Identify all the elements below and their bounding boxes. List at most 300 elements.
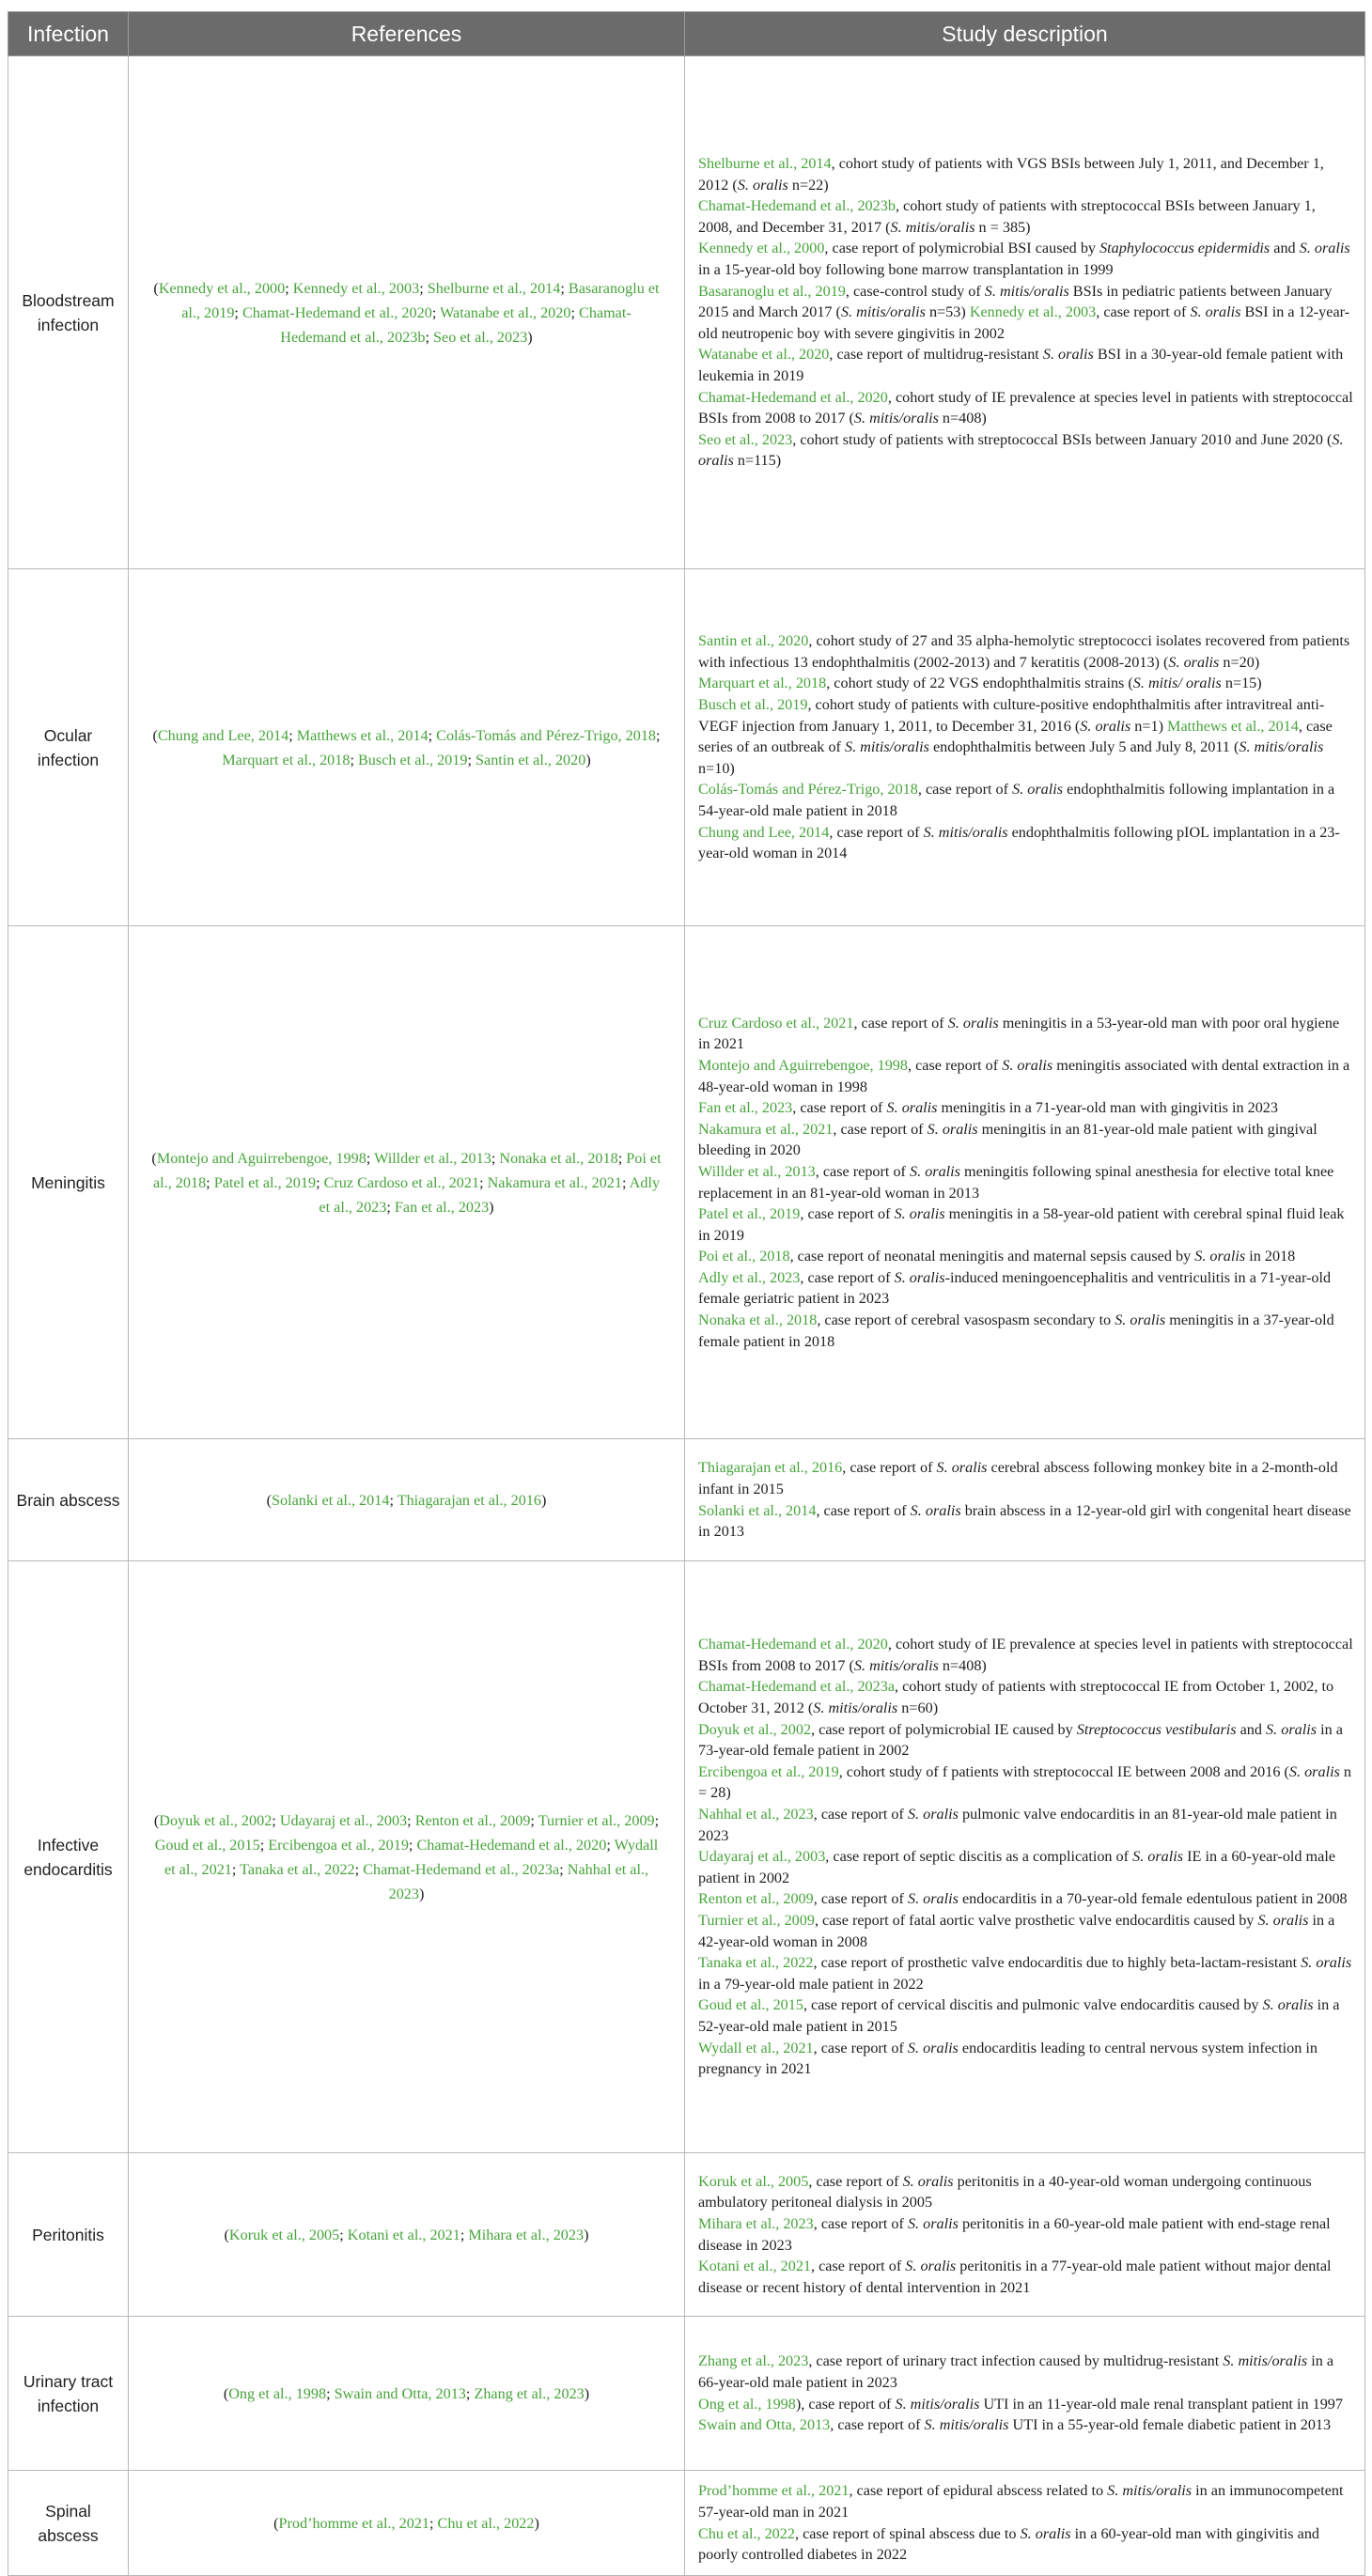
infection-cell: Brain abscess [8,1439,129,1561]
description-text: , case report of [907,1056,1003,1074]
reference-separator: ; [460,2226,469,2243]
description-text: and [1270,240,1300,257]
citation-link[interactable]: Goud et al., 2015 [698,1996,803,2014]
species-name: S. oralis [1301,1954,1352,1972]
study-description-cell [685,1561,1365,2153]
reference-separator: ; [234,303,242,321]
reference-link[interactable]: Wydall et al., 2021 [164,1836,659,1878]
description-text: n=53) [925,303,970,321]
reference-separator: ; [622,1173,630,1191]
study-entry [698,1500,1353,1543]
citation-link[interactable]: Fan et al., 2023 [698,1099,793,1117]
citation-link[interactable]: Colás-Tomás and Pérez-Trigo, 2018 [698,781,918,799]
reference-separator: ; [288,726,297,744]
citation-link[interactable]: Shelburne et al., 2014 [698,155,832,173]
citation-link[interactable]: Zhang et al., 2023 [698,2352,809,2370]
description-text: in a 60-year-old man with gingivitis and poorly controlled diabetes in 2022 [698,2524,1320,2564]
reference-separator: ; [285,279,293,297]
description-text: brain abscess in a 12-year-old girl with congenital heart disease in 2013 [698,1501,1351,1541]
citation-link[interactable]: Adly et al., 2023 [698,1268,801,1286]
study-entry [698,429,1353,472]
reference-link[interactable]: Willder et al., 2013 [374,1149,491,1167]
species-name: S. oralis [1002,1056,1053,1074]
description-text: peritonitis in a 40-year-old woman undergoing continuous ambulatory peritoneal dialysis in 2005 [698,2172,1312,2211]
description-text: UTI in a 55-year-old female diabetic patient in 2013 [1008,2416,1332,2434]
reference-separator: ; [429,2514,438,2532]
citation-link[interactable]: Ong et al., 1998 [698,2395,796,2413]
citation-link[interactable]: Udayaraj et al., 2003 [698,1848,826,1866]
reference-link[interactable]: Santin et al., 2020 [476,751,586,768]
citation-link[interactable]: Kennedy et al., 2000 [698,240,825,257]
study-entry [698,779,1353,821]
citation-link[interactable]: Renton et al., 2009 [698,1890,814,1908]
species-name: S. oralis [1132,1848,1184,1866]
study-entry [698,2213,1353,2256]
citation-link[interactable]: Nakamura et al., 2021 [698,1120,834,1138]
species-name: S. mitis/oralis [984,282,1069,300]
references-cell [129,926,685,1439]
description-text: , case report of epidural abscess related to [849,2482,1108,2500]
citation-link[interactable]: Chamat-Hedemand et al., 2023a [698,1678,896,1696]
species-name: S. mitis/oralis [853,410,939,427]
reference-link[interactable]: Koruk et al., 2005 [228,2226,340,2243]
species-name: S. oralis [910,1162,960,1180]
study-entry [698,694,1353,779]
description-text: , cohort study of IE prevalence at species level in patients with streptococcal BSIs from 2008 to 2017 ( [698,1636,1353,1674]
study-description-cell [685,1439,1365,1561]
description-text: UTI in an 11-year-old male renal transplant patient in 1997 [979,2395,1343,2413]
description-text: , case report of [792,1099,887,1117]
description-text: , case report of cerebral vasospasm secondary to [817,1311,1115,1329]
reference-separator: ; [428,726,437,744]
citation-link[interactable]: Prod’homme et al., 2021 [698,2482,850,2500]
study-description-cell [685,56,1365,569]
reference-link[interactable]: Shelburne et al., 2014 [427,279,561,297]
description-text: BSI in a 30-year-old female patient with leukemia in 2019 [698,346,1344,384]
species-name: S. oralis [1190,303,1241,321]
citation-link[interactable]: Seo et al., 2023 [698,430,793,448]
description-text: , case report of [1096,303,1191,321]
description-text: , cohort study of f patients with streptococcal IE between 2008 and 2016 ( [838,1762,1289,1780]
description-text: cerebral abscess following monkey bite in a 2-month-old infant in 2015 [698,1459,1338,1497]
description-text: n = 385) [974,218,1031,236]
citation-link[interactable]: Solanki et al., 2014 [698,1501,817,1519]
reference-link[interactable]: Renton et al., 2009 [414,1811,531,1829]
species-name: S. oralis [905,2258,957,2275]
study-entry [698,1457,1353,1499]
citation-link[interactable]: Chamat-Hedemand et al., 2020 [698,388,888,406]
reference-separator: ; [467,751,476,768]
study-description-cell [685,569,1365,926]
description-text: in a 42-year-old woman in 2008 [698,1911,1335,1950]
reference-link[interactable]: Busch et al., 2019 [358,751,468,768]
reference-separator: ; [389,1491,398,1509]
table-row [8,1561,1365,2153]
species-name: S. oralis [1020,2524,1071,2542]
description-text: , case report of multidrug-resistant [829,346,1043,364]
description-text: , case report of urinary tract infection caused by multidrug-resistant [808,2352,1224,2370]
citation-link[interactable]: Mihara et al., 2023 [698,2214,814,2232]
reference-link[interactable]: Kotani et al., 2021 [347,2226,460,2243]
reference-link[interactable]: Zhang et al., 2023 [474,2384,585,2402]
references-cell [129,569,685,926]
study-entry [698,1994,1353,2037]
description-text: , case report of polymicrobial BSI caused by [824,240,1100,257]
description-text: , case report of [813,2039,908,2056]
citation-link[interactable]: Koruk et al., 2005 [698,2172,809,2190]
citation-link[interactable]: Marquart et al., 2018 [698,675,827,692]
reference-separator: ( [224,2226,229,2243]
description-text: peritonitis in a 60-year-old male patient with end-stage renal disease in 2023 [698,2214,1331,2254]
citation-link[interactable]: Turnier et al., 2009 [698,1911,815,1929]
citation-link[interactable]: Thiagarajan et al., 2016 [698,1459,843,1477]
study-entry [698,2414,1353,2436]
reference-link[interactable]: Adly et al., 2023 [319,1173,661,1216]
description-text: , case report of fatal aortic valve prosthetic valve endocarditis caused by [814,1911,1258,1929]
reference-link[interactable]: Turnier et al., 2009 [538,1811,655,1829]
reference-link[interactable]: Nahhal et al., 2023 [388,1860,649,1902]
description-text: endophthalmitis between July 5 and July 8, 2011 ( [928,738,1239,756]
species-name: S. oralis [1042,346,1094,364]
reference-separator: ; [617,1149,627,1167]
description-text: , case report of [815,1162,910,1180]
citation-link[interactable]: Willder et al., 2013 [698,1162,816,1180]
description-text: n=1) [1130,717,1168,735]
reference-separator: ( [266,1491,272,1509]
description-text: , case report of septic discitis as a complication of [825,1848,1133,1866]
infection-cell: Urinary tract infection [8,2317,129,2471]
description-text: pulmonic valve endocarditis in an 81-year-old male patient in 2023 [698,1806,1337,1844]
citation-link[interactable]: Swain and Otta, 2013 [698,2416,831,2434]
description-text: in a 73-year-old female patient in 2002 [698,1720,1343,1760]
reference-link[interactable]: Swain and Otta, 2013 [334,2384,466,2402]
reference-separator: ) [540,1491,547,1509]
references-cell [129,1561,685,2153]
description-text: , case series of an outbreak of [698,717,1333,756]
description-text: , case report of [917,781,1013,799]
study-description-cell [685,2317,1365,2471]
reference-link[interactable]: Chung and Lee, 2014 [157,726,289,744]
study-description-cell [685,2471,1365,2576]
description-text: in a 66-year-old male patient in 2023 [698,2352,1334,2391]
study-entry [698,1846,1353,1888]
study-entry [698,1267,1353,1310]
reference-link[interactable]: Kennedy et al., 2003 [292,279,420,297]
citation-link[interactable]: Santin et al., 2020 [698,632,809,650]
reference-separator: ; [425,328,434,346]
table-row [8,1439,1365,1561]
reference-separator: ) [534,2514,539,2532]
description-text: , case report of [800,1205,895,1223]
reference-link[interactable]: Poi et al., 2018 [152,1149,662,1191]
citation-link[interactable]: Matthews et al., 2014 [1167,717,1299,735]
reference-link[interactable]: Matthews et al., 2014 [296,726,429,744]
reference-link[interactable]: Ercibengoa et al., 2019 [268,1836,409,1854]
reference-separator: ( [153,279,159,297]
study-entry [698,822,1353,864]
species-name: S. oralis [1168,653,1220,671]
study-entry [698,1634,1353,1676]
description-text: n=10) [698,759,735,777]
species-name: S. oralis [910,1501,961,1519]
description-text: , case report of [833,1120,928,1138]
citation-link[interactable]: Nonaka et al., 2018 [698,1311,818,1329]
description-text: meningitis in a 71-year-old man with gingivitis in 2023 [937,1099,1278,1117]
reference-separator: ( [152,726,158,744]
citation-link[interactable]: Wydall et al., 2021 [698,2039,814,2056]
species-name: S. mitis/oralis [924,2416,1009,2434]
species-name: S. oralis [698,430,1344,470]
citation-link[interactable]: Patel et al., 2019 [698,1205,801,1223]
species-name: S. mitis/oralis [890,218,975,236]
reference-separator: ; [354,1860,364,1878]
citation-link[interactable]: Poi et al., 2018 [698,1248,790,1265]
citation-link[interactable]: Ercibengoa et al., 2019 [698,1762,839,1780]
study-entry [698,2394,1353,2415]
reference-separator: ; [479,1173,488,1191]
citation-link[interactable]: Watanabe et al., 2020 [698,346,830,364]
reference-link[interactable]: Basaranoglu et al., 2019 [181,279,660,321]
reference-separator: ; [316,1173,324,1191]
reference-link[interactable]: Patel et al., 2019 [213,1173,317,1191]
reference-separator: ( [153,1811,160,1829]
study-entry [698,673,1353,694]
reference-link[interactable]: Chamat-Hedemand et al., 2020 [416,1836,607,1854]
study-entry [698,153,1353,195]
description-text: meningitis associated with dental extraction in a 48-year-old woman in 1998 [698,1056,1350,1095]
study-entry [698,1888,1353,1910]
species-name: S. oralis [894,1205,945,1223]
description-text: meningitis in a 53-year-old man with poor oral hygiene in 2021 [698,1014,1340,1053]
study-entry [698,1719,1353,1761]
reference-separator: ; [366,1149,375,1167]
reference-link[interactable]: Tanaka et al., 2022 [240,1860,355,1878]
description-text: in 2018 [1245,1248,1296,1265]
species-name: S. mitis/oralis [923,823,1008,841]
description-text: endocarditis leading to central nervous system infection in pregnancy in 2021 [698,2039,1317,2078]
reference-separator: ; [606,1836,615,1854]
reference-separator: ; [326,2384,335,2402]
species-name: S. oralis [936,1459,988,1477]
references-cell [129,2471,685,2576]
study-entry [698,281,1353,345]
description-text: , cohort study of patients with streptococcal BSIs between January 1, 2008, and December 31, 2017 ( [698,197,1316,236]
citation-link[interactable]: Chung and Lee, 2014 [698,823,830,841]
species-name: S. oralis [886,1099,938,1117]
description-text: n = 28) [698,1762,1352,1802]
reference-link[interactable]: Seo et al., 2023 [433,328,528,346]
description-text: n=60) [897,1699,939,1717]
reference-separator: ) [584,2384,590,2402]
species-name: S. oralis [1194,1248,1246,1265]
description-text: n=408) [938,1656,987,1674]
table-row [8,56,1365,569]
description-text: , case report of [808,2172,903,2190]
reference-separator: ; [408,1836,417,1854]
study-entry [698,1013,1353,1055]
table-row [8,569,1365,926]
reference-separator: ; [231,1860,241,1878]
reference-link[interactable]: Watanabe et al., 2020 [440,303,571,321]
species-name: S. oralis [907,2214,959,2232]
reference-separator: ; [419,279,428,297]
citation-link[interactable]: Doyuk et al., 2002 [698,1720,812,1738]
description-text: , cohort study of 27 and 35 alpha-hemolytic streptococci isolates recovered from patients with infectious 13 endophthalmitis (2002-2013) and 7 keratitis (2008-2013) ( [698,632,1350,671]
header-study-description: Study description [685,12,1365,56]
description-text: , case report of [816,1501,911,1519]
description-text: , case-control study of [845,282,985,300]
reference-separator: ; [386,1198,395,1216]
species-name: S. oralis [1266,1720,1317,1738]
reference-separator: ; [570,303,580,321]
description-text: meningitis in a 58-year-old patient with cerebral spinal fluid leak in 2019 [698,1205,1345,1244]
reference-separator: ; [272,1811,280,1829]
description-text: , case report of [800,1268,895,1286]
description-text: BSI in a 12-year-old neutropenic boy with severe gingivitis in 2002 [698,303,1350,342]
study-entry [698,1097,1353,1119]
species-name: S. mitis/oralis [1239,738,1324,756]
description-text: , case report of prosthetic valve endocarditis due to highly beta-lactam-resistant [813,1954,1302,1972]
study-entry [698,1310,1353,1352]
reference-link[interactable]: Nonaka et al., 2018 [499,1149,618,1167]
reference-link[interactable]: Kennedy et al., 2000 [158,279,286,297]
study-entry [698,1055,1353,1097]
species-name: S. oralis [1262,1996,1314,2014]
reference-link[interactable]: Udayaraj et al., 2003 [279,1811,408,1829]
citation-link[interactable]: Chamat-Hedemand et al., 2020 [698,1636,888,1653]
reference-separator: ; [407,1811,415,1829]
reference-link[interactable]: Marquart et al., 2018 [222,751,351,768]
species-name: Staphylococcus epidermidis [1099,240,1271,257]
description-text: n=115) [733,452,782,470]
description-text: , cohort study of patients with streptococcal BSIs between January 2010 and June 2020 ( [792,430,1333,448]
study-description-cell [685,926,1365,1439]
citation-link[interactable]: Kotani et al., 2021 [698,2258,812,2275]
study-entry [698,238,1353,280]
reference-link[interactable]: Cruz Cardoso et al., 2021 [323,1173,480,1191]
citation-link[interactable]: Busch et al., 2019 [698,696,808,714]
reference-separator: ; [339,2226,348,2243]
reference-link[interactable]: Fan et al., 2023 [394,1198,490,1216]
species-name: S. oralis [1080,717,1131,735]
description-text: endophthalmitis following pIOL implantation in a 23-year-old woman in 2014 [698,823,1340,862]
description-text: , case report of spinal abscess due to [794,2524,1021,2542]
table-row [8,2317,1365,2471]
reference-separator: ; [206,1173,214,1191]
table-body [8,56,1365,2576]
description-text: , cohort study of 22 VGS endophthalmitis strains ( [826,675,1133,692]
infection-cell: Meningitis [8,926,129,1439]
citation-link[interactable]: Chamat-Hedemand et al., 2023b [698,197,896,215]
reference-separator: ) [418,1885,425,1902]
species-name: S. oralis [1288,1762,1340,1780]
reference-link[interactable]: Solanki et al., 2014 [272,1491,390,1509]
reference-link[interactable]: Ong et al., 1998 [228,2384,327,2402]
description-text: , case report of [813,1806,908,1823]
reference-link[interactable]: Doyuk et al., 2002 [159,1811,273,1829]
reference-link[interactable]: Chamat-Hedemand et al., 2023a [363,1860,560,1878]
reference-link[interactable]: Chamat-Hedemand et al., 2023b [280,303,631,346]
description-text: , case report of cervical discitis and pulmonic valve endocarditis caused by [803,1996,1263,2014]
species-name: S. mitis/oralis [1223,2352,1308,2370]
description-text: meningitis in a 37-year-old female patient in 2018 [698,1311,1334,1350]
description-text: peritonitis in a 77-year-old male patient without major dental disease or recent history of dental intervention in 2021 [698,2258,1332,2296]
species-name: S. oralis [907,1890,959,1908]
study-entry [698,344,1353,386]
species-name: S. oralis [894,1268,945,1286]
citation-link[interactable]: Basaranoglu et al., 2019 [698,282,846,300]
reference-separator: ; [559,1860,568,1878]
description-text: meningitis following spinal anesthesia for elective total knee replacement in an 81-year-old woman in 2013 [698,1162,1334,1202]
description-text: , cohort study of patients with streptococcal IE from October 1, 2002, to October 31, 2012 ( [698,1678,1334,1717]
table-row [8,2471,1365,2576]
species-name: S. oralis [1115,1311,1166,1329]
references-cell [129,1439,685,1561]
species-name: S. oralis [927,1120,978,1138]
reference-link[interactable]: Thiagarajan et al., 2016 [397,1491,541,1509]
study-entry [698,2480,1353,2522]
citation-link[interactable]: Cruz Cardoso et al., 2021 [698,1014,854,1032]
infection-cell: Ocular infection [8,569,129,926]
study-description-cell [685,2153,1365,2317]
study-entry [698,2038,1353,2080]
study-entry [698,1910,1353,1952]
species-name: S. oralis [737,176,788,194]
study-entry [698,630,1353,673]
reference-link[interactable]: Nakamura et al., 2021 [487,1173,622,1191]
description-text: n=15) [1221,675,1262,692]
description-text: , cohort study of patients with VGS BSIs between July 1, 2011, and December 1, 2012 ( [698,155,1324,194]
reference-link[interactable]: Chamat-Hedemand et al., 2020 [242,303,432,321]
reference-separator: ) [585,751,591,768]
species-name: S. oralis [907,2039,959,2056]
description-text: , case report of [829,823,924,841]
species-name: S. mitis/oralis [895,2395,980,2413]
infection-cell: Spinal abscess [8,2471,129,2576]
species-name: Streptococcus vestibularis [1076,1720,1237,1738]
reference-separator: ; [654,1811,660,1829]
study-entry [698,1761,1353,1804]
citation-link[interactable]: Kennedy et al., 2003 [969,303,1097,321]
citation-link[interactable]: Tanaka et al., 2022 [698,1954,814,1972]
reference-separator: ; [656,726,661,744]
study-entry [698,2523,1353,2566]
description-text: , case report of neonatal meningitis and maternal sepsis caused by [789,1248,1195,1265]
study-entry [698,1676,1353,1718]
reference-link[interactable]: Goud et al., 2015 [154,1836,260,1854]
header-references: References [129,12,685,56]
infection-cell: Infective endocarditis [8,1561,129,2153]
citation-link[interactable]: Montejo and Aguirrebengoe, 1998 [698,1056,908,1074]
study-entry [698,1119,1353,1161]
reference-link[interactable]: Colás-Tomás and Pérez-Trigo, 2018 [436,726,657,744]
study-entry [698,2351,1353,2393]
citation-link[interactable]: Chu et al., 2022 [698,2524,795,2542]
study-entry [698,2171,1353,2213]
table-row [8,926,1365,1439]
reference-link[interactable]: Prod’homme et al., 2021 [278,2514,429,2532]
study-entry [698,1161,1353,1203]
description-text: , cohort study of IE prevalence at species level in patients with streptococcal BSIs from 2008 to 2017 ( [698,388,1353,427]
reference-link[interactable]: Chu et al., 2022 [437,2514,535,2532]
study-table [8,11,1365,2576]
citation-link[interactable]: Nahhal et al., 2023 [698,1806,814,1823]
description-text: IE in a 60-year-old male patient in 2002 [698,1848,1336,1886]
description-text: , case report of [813,1890,908,1908]
reference-separator: ( [223,2384,229,2402]
reference-link[interactable]: Mihara et al., 2023 [468,2226,585,2243]
reference-link[interactable]: Montejo and Aguirrebengoe, 1998 [156,1149,366,1167]
